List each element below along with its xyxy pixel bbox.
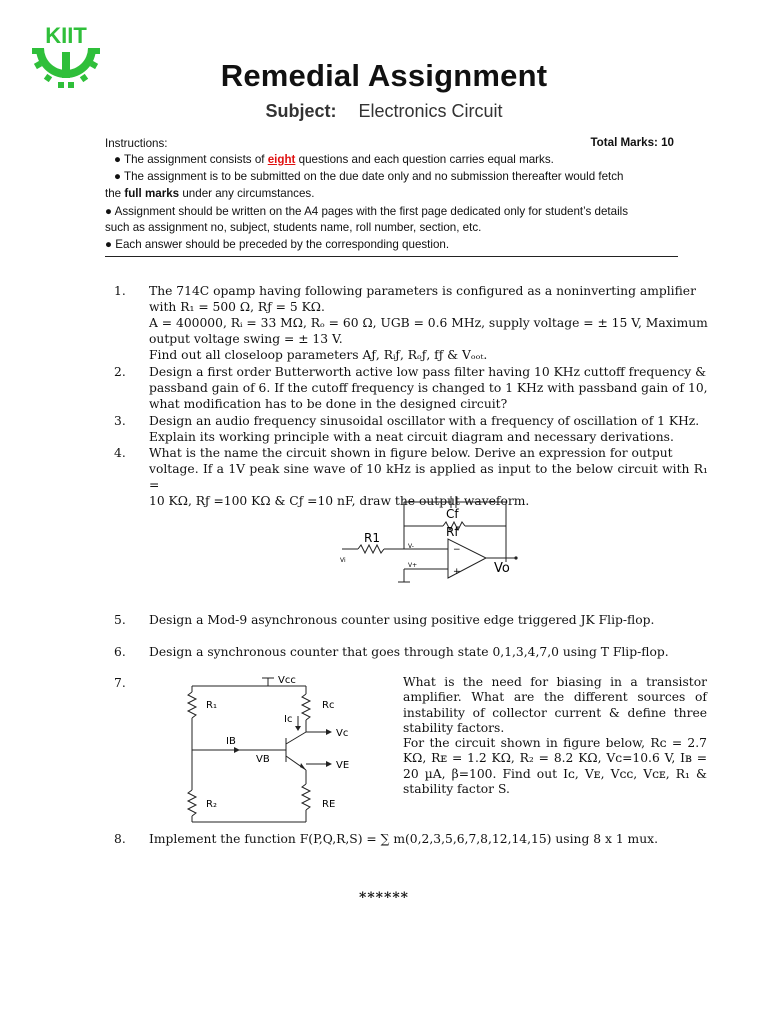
q7-number: 7. [114,676,126,690]
q5-number: 5. [114,613,126,627]
question-3: Design an audio frequency sinusoidal oscillator with a frequency of oscillation of 1 KHz. Explain its working principle with a neat circuit diagram and necessary derivations. [149,414,700,444]
q8-number: 8. [114,832,126,846]
instruction-bullet-3: ● Assignment should be written on the A4 pages with the first page dedicated only for student’s details [105,205,629,218]
svg-text:+: + [453,567,461,577]
instruction-bullet-2: ● The assignment is to be submitted on the due date only and no submission thereafter would fetch [114,170,624,183]
instruction-bullet-3-cont: such as assignment no, subject, students name, roll number, section, etc. [105,221,482,234]
label-re: RE [322,799,336,810]
q1-number: 1. [114,284,126,298]
subject-line [0,101,768,122]
label-vminus: V- [408,543,414,550]
question-6: Design a synchronous counter that goes through state 0,1,3,4,7,0 using T Flip-flop. [149,645,669,659]
label-vc: Vc [336,728,349,739]
eight-highlight: eight [267,153,296,166]
instruction-bullet-4: ● Each answer should be preceded by the corresponding question. [105,238,450,251]
q2-number: 2. [114,365,126,379]
label-cf: Cf [446,507,459,521]
label-ib: IB [226,736,236,747]
label-r1: R₁ [206,700,217,711]
label-vcc: Vcc [278,675,296,686]
label-rc: Rc [322,700,335,711]
page-title: Remedial Assignment [220,58,548,93]
logo-text: KIIT [45,23,87,48]
divider [105,256,678,257]
question-4: What is the name the circuit shown in figure below. Derive an expression for output voltage. If a 1V peak sine wave of 10 kHz is applied as input to the below circuit with R₁ = 10 KΩ, Rƒ =100 KΩ & Cƒ =10 nF, draw the output waveform. [149,446,708,508]
instruction-bullet-1: ● The assignment consists of eight questions and each question carries equal marks. [114,153,554,166]
question-1: The 714C opamp having following parameters is configured as a noninverting amplifier with R₁ = 500 Ω, Rƒ = 5 KΩ. A = 400000, Rᵢ = 33 MΩ, Rₒ = 60 Ω, UGB = 0.6 MHz, supply voltage = ± 15 V, Maximum output voltage swing = ± 13 V. Find out all closeloop parameters Aƒ, Rᵢƒ, Rₒƒ, fƒ & Vₒₒₜ. [149,284,708,362]
subject-value: Electronics Circuit [358,101,503,121]
q4-number: 4. [114,446,126,460]
label-vo: Vo [494,561,510,576]
label-r2: R₂ [206,799,217,810]
question-8: Implement the function F(P,Q,R,S) = ∑ m(0,2,3,5,6,7,8,12,14,15) using 8 x 1 mux. [149,832,658,846]
question-2: Design a first order Butterworth active low pass filter having 10 KHz cuttoff frequency & passband gain of 6. If the cutoff frequency is changed to 1 KHz with passband gain of 10, what modification has to be done in the designed circuit? [149,365,708,411]
label-vi: Vi [340,557,346,564]
label-vb: VB [256,754,270,765]
label-ve: VE [336,760,350,771]
label-r1: R1 [364,531,380,545]
transistor-bias-circuit-figure [176,672,388,824]
integrator-circuit-figure [338,494,528,586]
question-7: What is the need for biasing in a transistor amplifier. What are the different sources of instability of collector current & define three stability factors. For the circuit shown in figure below, Rᴄ = 2.7 KΩ, Rᴇ = 1.2 KΩ, R₂ = 8.2 KΩ, Vᴄ=10.6 V, Iʙ = 20 µA, β=100. Find out Iᴄ, Vᴇ, Vᴄᴄ, Vᴄᴇ, R₁ & stability factor S. [403,675,707,797]
svg-text:−: − [453,545,461,555]
instruction-bullet-2-cont: the full marks under any circumstances. [105,187,315,200]
question-5: Design a Mod-9 asynchronous counter using positive edge triggered JK Flip-flop. [149,613,655,627]
total-marks: Total Marks: 10 [590,136,674,149]
label-vplus: V+ [408,562,418,569]
label-ic: Ic [284,714,293,725]
q3-number: 3. [114,414,126,428]
label-rf: Rf [446,525,459,539]
subject-label: Subject: [265,101,337,121]
end-marker: ****** [359,890,409,906]
q6-number: 6. [114,645,126,659]
instructions-heading: Instructions: [105,137,168,150]
